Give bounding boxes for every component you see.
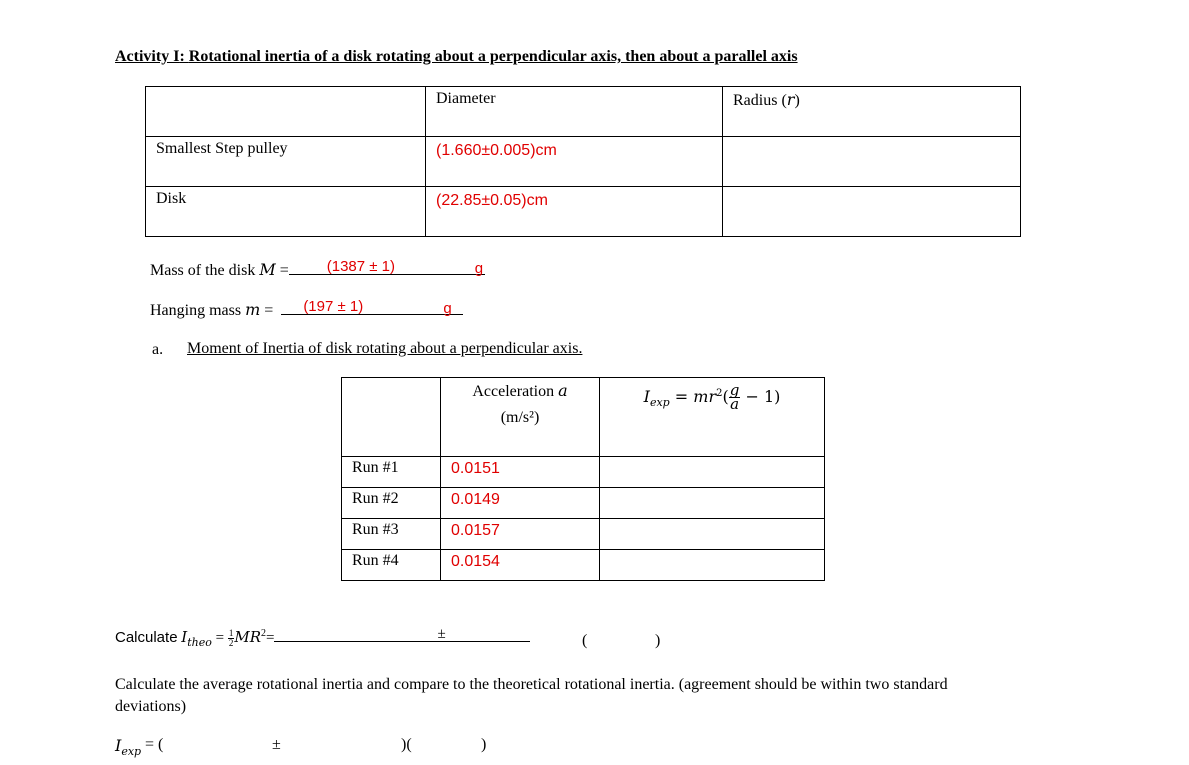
pulley-diameter-cell[interactable]: (1.660±0.005)cm	[426, 137, 723, 187]
theo-open-paren: (	[582, 632, 588, 649]
run-iexp-cell[interactable]	[600, 457, 825, 488]
run-accel-cell[interactable]: 0.0154	[441, 550, 600, 581]
activity-title-prefix: Activity I	[115, 48, 180, 65]
iexp-mid-paren: )(	[401, 736, 412, 753]
run-iexp-cell[interactable]	[600, 488, 825, 519]
run-iexp-cell[interactable]	[600, 550, 825, 581]
mass-disk-line: Mass of the disk M = (1387 ± 1) g	[150, 258, 484, 279]
pulley-radius-cell[interactable]	[723, 137, 1021, 187]
runs-header-iexp: $I_{exp} = mr^2$( $\frac{g}{a} - 1$)	[600, 378, 825, 457]
table-row	[342, 457, 825, 488]
table-row	[146, 137, 1021, 187]
hanging-mass-line: Hanging mass m = (197 ± 1) g	[150, 300, 463, 320]
runs-table	[341, 377, 825, 581]
section-a-heading: Moment of Inertia of disk rotating about a perpendicular axis.	[187, 340, 583, 357]
runs-header-row	[342, 378, 825, 457]
run-accel-cell[interactable]: 0.0149	[441, 488, 600, 519]
disk-diameter-cell[interactable]: (22.85±0.05)cm	[426, 187, 723, 237]
iexp-close-paren: )	[481, 736, 487, 753]
table-row	[342, 488, 825, 519]
section-a-marker: a.	[152, 341, 164, 358]
run-iexp-cell[interactable]	[600, 519, 825, 550]
dimensions-table	[145, 86, 1021, 237]
table-row	[146, 187, 1021, 237]
dimensions-header-diameter: Diameter	[426, 87, 723, 137]
iexp-pm: ±	[272, 736, 281, 753]
row-label-disk: Disk	[146, 187, 426, 237]
hanging-mass-field[interactable]: (197 ± 1) g	[281, 302, 463, 315]
activity-title-text: Rotational inertia of a disk rotating about a perpendicular axis, then about a parallel axis	[188, 48, 798, 65]
runs-header-acceleration: Acceleration a (m/s²)	[441, 378, 600, 457]
run-label: Run #3	[342, 519, 441, 550]
run-label: Run #1	[342, 457, 441, 488]
run-label: Run #4	[342, 550, 441, 581]
run-label: Run #2	[342, 488, 441, 519]
run-accel-cell[interactable]: 0.0151	[441, 457, 600, 488]
theo-value-field[interactable]: ±	[274, 629, 530, 642]
activity-title	[115, 48, 798, 66]
table-row	[342, 550, 825, 581]
dimensions-header-row	[146, 87, 1021, 137]
dimensions-header-radius: Radius (r)	[723, 87, 1021, 137]
row-label-pulley: Smallest Step pulley	[146, 137, 426, 187]
table-row	[342, 519, 825, 550]
run-accel-cell[interactable]: 0.0157	[441, 519, 600, 550]
theo-close-paren: )	[655, 632, 661, 649]
calc-theo-line: Calculate $I_{theo}$ = $\frac{1}{2}$ $MR^2=$ ±	[115, 628, 530, 649]
dimensions-header-blank	[146, 87, 426, 137]
mass-disk-field[interactable]: (1387 ± 1) g	[289, 262, 485, 275]
disk-radius-cell[interactable]	[723, 187, 1021, 237]
instructions-text: Calculate the average rotational inertia and compare to the theoretical rotational inertia. (agreement should be within two standard deviations)	[115, 676, 948, 715]
runs-header-blank	[342, 378, 441, 457]
iexp-result-line: $I_{exp}$ = ( ± )( )	[115, 736, 487, 758]
activity-title-colon: :	[179, 48, 189, 65]
